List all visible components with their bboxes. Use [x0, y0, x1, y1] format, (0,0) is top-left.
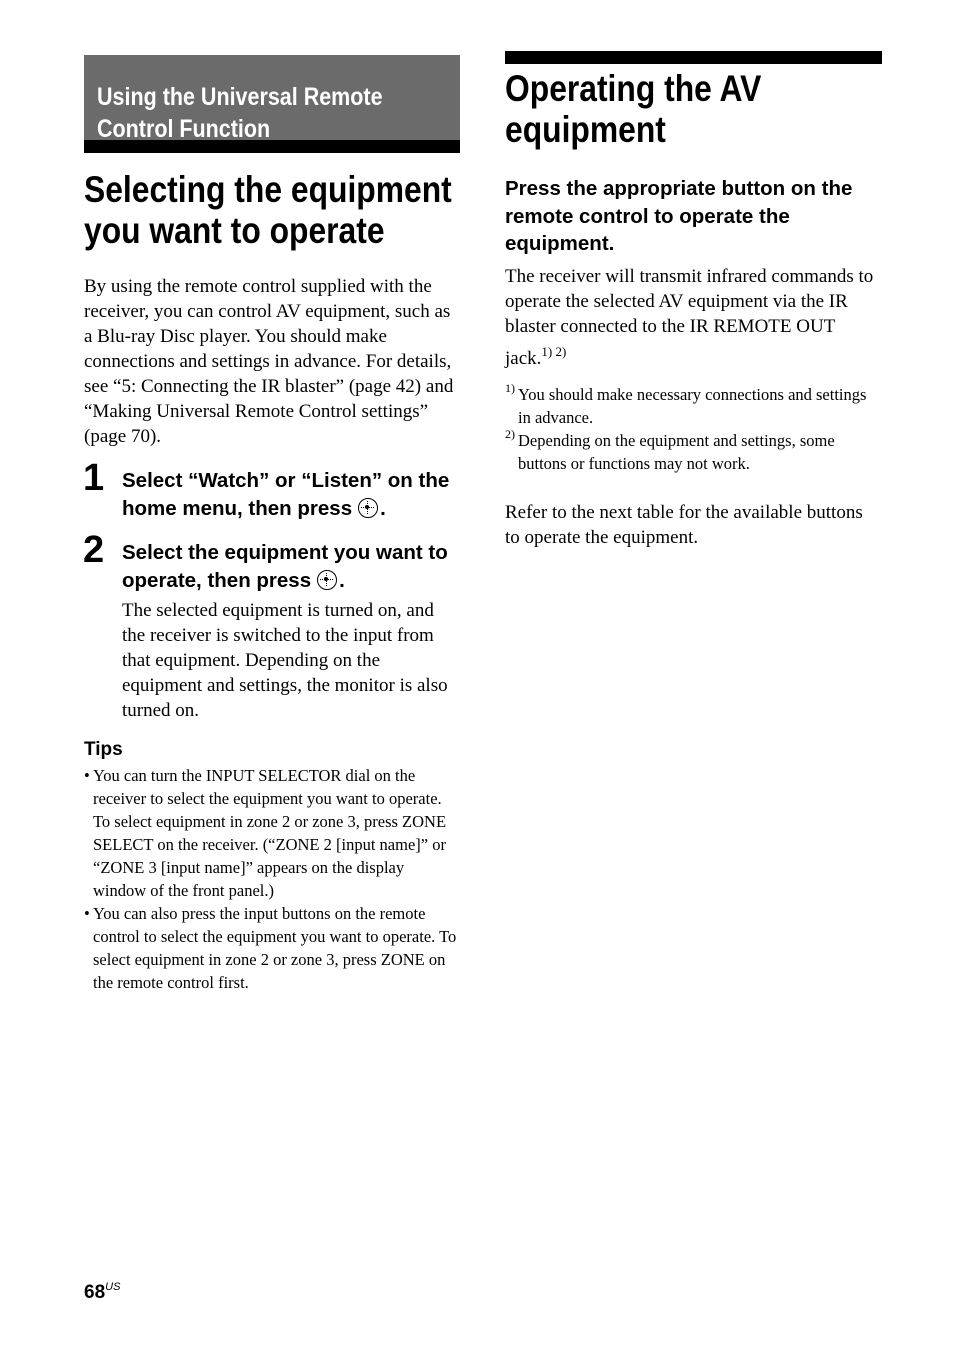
step-1-number: 1 [83, 457, 105, 499]
footnote-reference: 1) 2) [541, 343, 567, 359]
step-1-text: Select “Watch” or “Listen” on the home menu, then press [122, 469, 450, 520]
step-2-detail: The selected equipment is turned on, and the receiver is switched to the input from that equipment. Depending on the equipment and settings, the monitor is also turned on. [122, 600, 448, 721]
footnotes [505, 380, 882, 475]
description-paragraph [505, 264, 882, 371]
left-column [84, 55, 460, 994]
region-code: US [105, 1281, 121, 1293]
closing-paragraph: Refer to the next table for the available buttons to operate the equipment. [505, 501, 863, 548]
enter-button-icon [358, 498, 378, 518]
tips-title: Tips [84, 739, 123, 760]
footnote-mark: 1) [505, 380, 515, 395]
instruction-subheading: Press the appropriate button on the remote control to operate the equipment. [505, 177, 853, 255]
section-banner [84, 55, 460, 153]
footnote-text: Depending on the equipment and settings, some buttons or functions may not work. [518, 430, 835, 473]
section-heading [505, 68, 882, 150]
section-heading [84, 169, 460, 251]
step-1-end: . [380, 496, 386, 520]
footnote-text: You should make necessary connections and settings in advance. [518, 384, 867, 427]
section-banner-line-1: Using the Universal Remote [97, 83, 383, 111]
section-banner-line-2: Control Function [97, 115, 271, 143]
page-number-value: 68 [84, 1282, 106, 1303]
step-1-instruction [122, 467, 460, 522]
tip-item: • You can turn the INPUT SELECTOR dial on the receiver to select the equipment you want to operate. To select equipment in zone 2 or zone 3, press ZONE SELECT on the receiver. (“ZONE 2 [input name]” or “ZONE 3 [input name]” appears on the display window of the front panel.) [84, 764, 460, 902]
right-column [505, 51, 882, 550]
section-rule [505, 51, 882, 64]
step-2-instruction [122, 539, 460, 594]
section-heading-line-1: Selecting the equipment [84, 169, 452, 210]
tips-list [84, 764, 460, 994]
step-2-text: Select the equipment you want to operate, then press [122, 541, 448, 592]
step-2 [83, 529, 460, 723]
step-2-end: . [339, 568, 345, 592]
footnote [505, 380, 882, 429]
section-heading-line-2: equipment [505, 109, 666, 150]
enter-button-icon [317, 570, 337, 590]
step-2-number: 2 [83, 529, 105, 571]
intro-paragraph: By using the remote control supplied with the receiver, you can control AV equipment, such as a Blu-ray Disc player. You should make connections and settings in advance. For details, see “5: Connecting the IR blaster” (page 42) and “Making Universal Remote Control settings” (page 70). [84, 276, 454, 447]
tip-item: • You can also press the input buttons on the remote control to select the equipment you want to operate. To select equipment in zone 2 or zone 3, press ZONE on the remote control first. [84, 902, 460, 994]
footnote [505, 426, 882, 475]
section-heading-line-2: you want to operate [84, 210, 385, 251]
footnote-mark: 2) [505, 426, 515, 441]
section-heading-line-1: Operating the AV [505, 68, 762, 109]
description-text: The receiver will transmit infrared commands to operate the selected AV equipment via the IR blaster connected to the IR REMOTE OUT jack. [505, 265, 874, 369]
page-number [84, 1281, 120, 1304]
step-1 [83, 457, 460, 522]
